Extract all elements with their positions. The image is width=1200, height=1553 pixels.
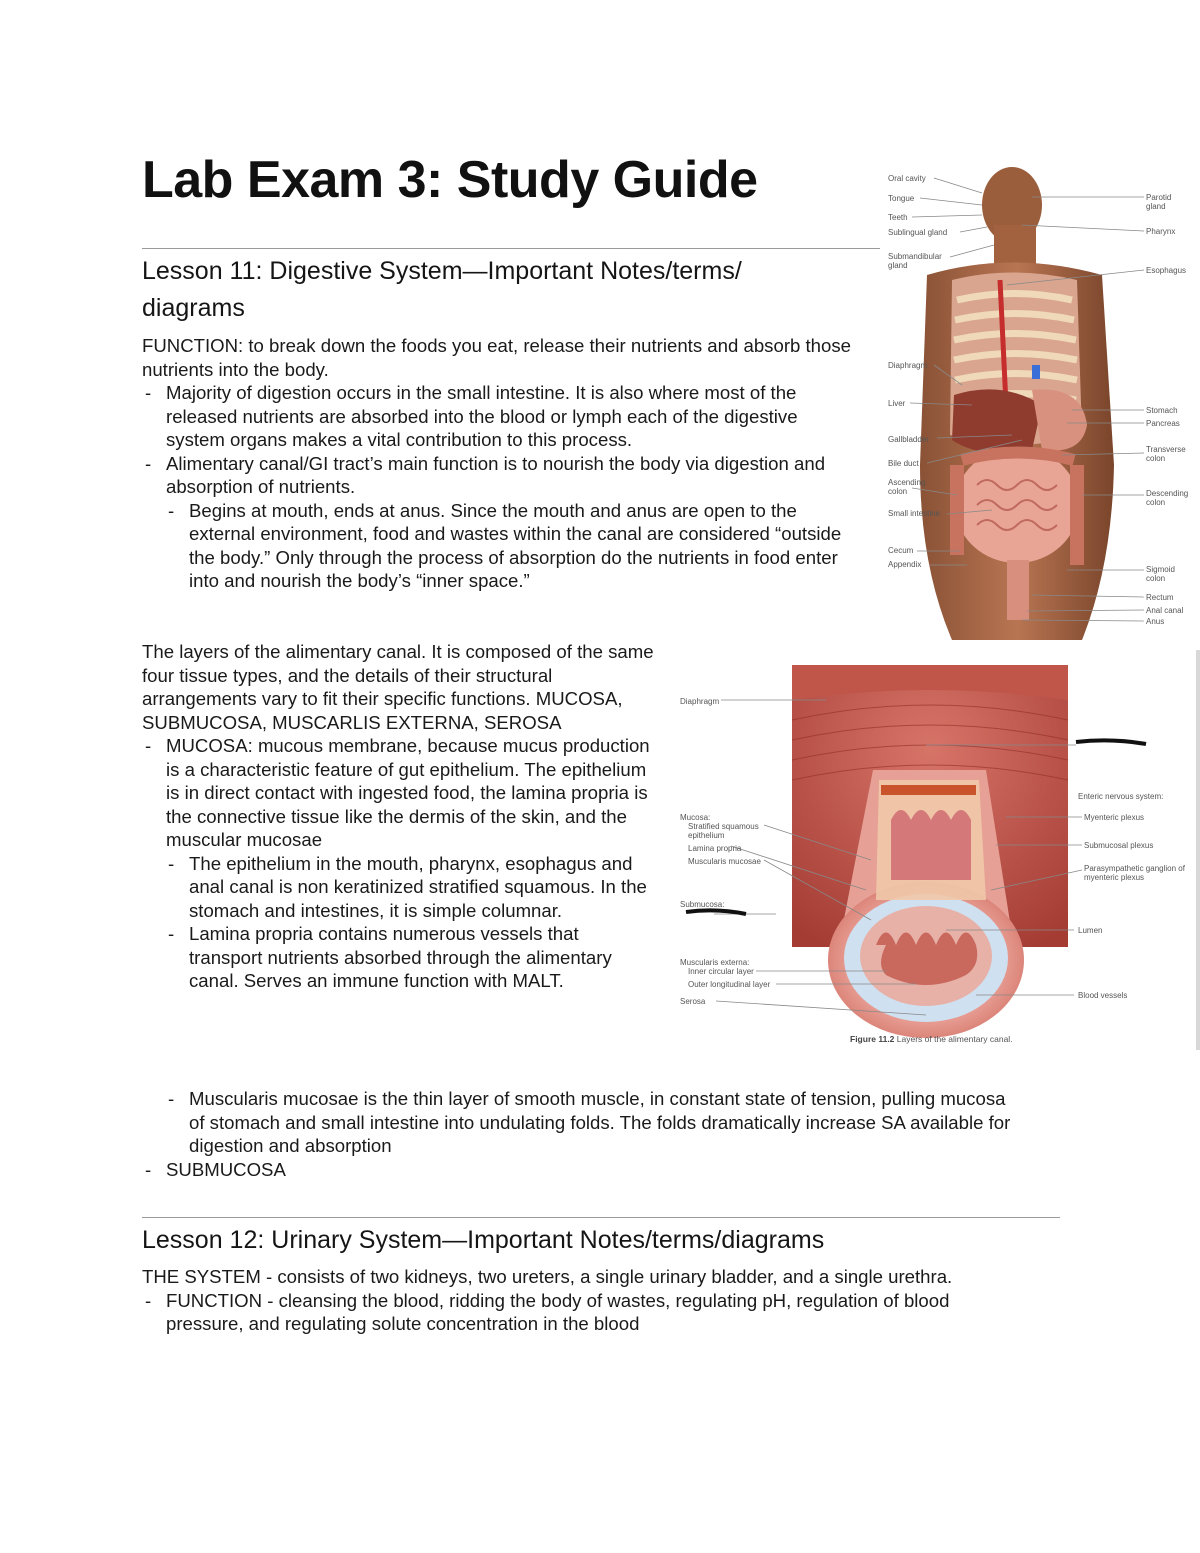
figure-caption-text: Layers of the alimentary canal. bbox=[896, 1034, 1013, 1044]
figure-label: Muscularis externa: bbox=[680, 958, 750, 967]
figure-label: Enteric nervous system: bbox=[1078, 792, 1164, 801]
layers-block-wide bbox=[142, 1087, 1012, 1181]
lesson-11-function-block bbox=[142, 334, 854, 593]
page-title: Lab Exam 3: Study Guide bbox=[142, 151, 758, 209]
figure-label: Parasympathetic ganglion of myenteric plexus bbox=[1084, 864, 1185, 882]
figure-label: Transverse colon bbox=[1146, 445, 1186, 463]
lesson-11-heading-line2: diagrams bbox=[142, 294, 245, 322]
figure-label: Myenteric plexus bbox=[1084, 813, 1145, 822]
figure-label: Blood vessels bbox=[1078, 991, 1128, 1000]
alimentary-layers-figure bbox=[676, 660, 1200, 1055]
figure-label: Submandibular gland bbox=[888, 252, 942, 270]
figure-label: Cecum bbox=[888, 546, 914, 555]
bullet-lamina-propria: - Lamina propria contains numerous vessels that transport nutrients absorbed through the alimentary canal. Serves an immune function with MALT. bbox=[142, 922, 654, 993]
figure-label: Outer longitudinal layer bbox=[688, 980, 771, 989]
figure-label: Serosa bbox=[680, 997, 706, 1006]
figure-label: Tongue bbox=[888, 194, 915, 203]
lesson-12-block bbox=[142, 1265, 1032, 1336]
figure-label: Inner circular layer bbox=[688, 967, 754, 976]
figure-caption-number: Figure 11.2 bbox=[850, 1034, 895, 1044]
bullet-gi-tract: - Alimentary canal/GI tract’s main function is to nourish the body via digestion and absorption of nutrients. bbox=[142, 452, 854, 499]
figure-label: Mucosa: bbox=[680, 813, 711, 822]
layers-block bbox=[142, 640, 654, 993]
lesson-12-heading: Lesson 12: Urinary System—Important Notes/terms/diagrams bbox=[142, 1226, 825, 1254]
figure-label: Appendix bbox=[888, 560, 922, 569]
figure-label: Lamina propria bbox=[688, 844, 742, 853]
partial-image-edge bbox=[1196, 650, 1200, 1050]
figure-label: Pharynx bbox=[1146, 227, 1176, 236]
bullet-mouth-anus: - Begins at mouth, ends at anus. Since the mouth and anus are open to the external environment, food and wastes within the canal are considered “outside the body.” Only through the process of absorption do the nutrients in food enter into and nourish the body’s “inner space.” bbox=[142, 499, 854, 593]
figure-label: Diaphragm bbox=[888, 361, 928, 370]
lesson-11-heading bbox=[142, 253, 862, 327]
figure-label: Muscularis mucosae bbox=[688, 857, 761, 866]
figure-label: Rectum bbox=[1146, 593, 1174, 602]
bullet-submucosa: - SUBMUCOSA bbox=[142, 1158, 1012, 1182]
figure-label: Pancreas bbox=[1146, 419, 1180, 428]
lesson-11-heading-line1: Lesson 11: Digestive System—Important Notes/terms/ bbox=[142, 257, 742, 285]
figure-label: Ascending colon bbox=[888, 478, 926, 496]
figure-label: Anal canal bbox=[1146, 606, 1184, 615]
layers-intro: The layers of the alimentary canal. It is composed of the same four tissue types, and the details of their structural arrangements vary to fit their specific functions. MUCOSA, SUBMUCOSA, MUSCARLIS EXTERNA, SEROSA bbox=[142, 641, 654, 733]
figure-caption bbox=[850, 1034, 1013, 1044]
figure-label: Sublingual gland bbox=[888, 228, 948, 237]
system-text: THE SYSTEM - consists of two kidneys, two ureters, a single urinary bladder, and a single urethra. bbox=[142, 1266, 953, 1287]
bullet-small-intestine: - Majority of digestion occurs in the small intestine. It is also where most of the released nutrients are absorbed into the blood or lymph each of the digestive system organs makes a vital contribution to this process. bbox=[142, 381, 854, 452]
figure-label: Parotid gland bbox=[1146, 193, 1172, 211]
figure-label: Oral cavity bbox=[888, 174, 926, 183]
figure-label: Teeth bbox=[888, 213, 908, 222]
bullet-mucosa: - MUCOSA: mucous membrane, because mucus production is a characteristic feature of gut epithelium. The epithelium is in direct contact with ingested food, the lamina propria is the connective tissue like the dermis of the skin, and the muscular mucosae bbox=[142, 734, 654, 852]
figure-label: Diaphragm bbox=[680, 697, 720, 706]
figure-label: Liver bbox=[888, 399, 906, 408]
function-text: FUNCTION: to break down the foods you eat, release their nutrients and absorb those nutrients into the body. bbox=[142, 335, 852, 380]
figure-label: Submucosal plexus bbox=[1084, 841, 1154, 850]
bullet-epithelium: - The epithelium in the mouth, pharynx, esophagus and anal canal is non keratinized stratified squamous. In the stomach and intestines, it is simple columnar. bbox=[142, 852, 654, 923]
digestive-system-figure bbox=[882, 165, 1200, 640]
section-divider bbox=[142, 248, 880, 249]
figure-label: Stratified squamous epithelium bbox=[688, 822, 759, 840]
bullet-urinary-function: - FUNCTION - cleansing the blood, ridding the body of wastes, regulating pH, regulation of blood pressure, and regulating solute concentration in the blood bbox=[142, 1289, 1032, 1336]
figure-label: Bile duct bbox=[888, 459, 919, 468]
section-divider-2 bbox=[142, 1217, 1060, 1218]
figure-label: Lumen bbox=[1078, 926, 1103, 935]
figure-label: Sigmoid colon bbox=[1146, 565, 1175, 583]
figure-label: Gallbladder bbox=[888, 435, 929, 444]
figure-label: Anus bbox=[1146, 617, 1165, 626]
figure-label: Stomach bbox=[1146, 406, 1178, 415]
figure-label: Submucosa: bbox=[680, 900, 725, 909]
figure-label: Small intestine bbox=[888, 509, 941, 518]
figure-label: Descending colon bbox=[1146, 489, 1189, 507]
bullet-muscularis-mucosae: - Muscularis mucosae is the thin layer of smooth muscle, in constant state of tension, pulling mucosa of stomach and small intestine into undulating folds. The folds dramatically increase SA available for digestion and absorption bbox=[142, 1087, 1012, 1158]
figure-label: Esophagus bbox=[1146, 266, 1187, 275]
